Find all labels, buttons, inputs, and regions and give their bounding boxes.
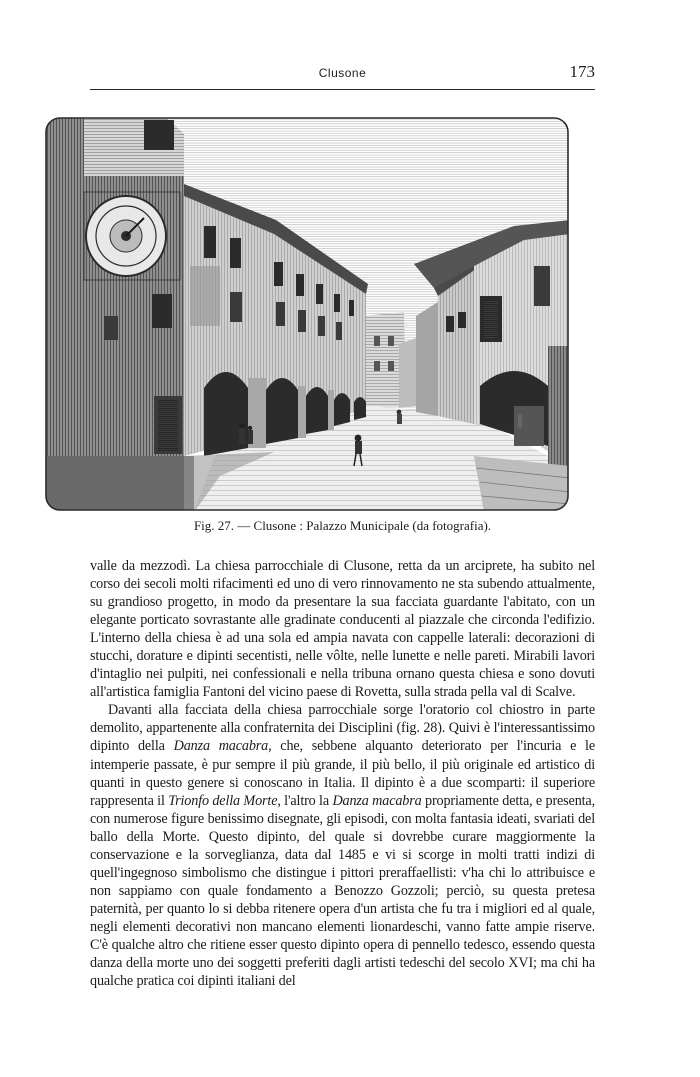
- paragraph-1: valle da mezzodì. La chiesa parrocchiale di Clusone, retta da un arciprete, ha subito nel corso dei secoli molti rifacimenti ed uno di vero rinnovamento ne sta subendo attualmente, su grandioso progetto, in modo da presentare la sua facciata guardante l'abitato, con un elegante porticato sovrastante alle gradinate conducenti al piazzale che circonda l'edifizio. L'interno della chiesa è ad una sola ed ampia navata con cappelle laterali: decorazioni di stucchi, dorature e dipinti secentisti, nelle vôlte, nelle lunette e nelle pareti. Mirabili lavori d'intaglio nei pulpiti, nei confessionali e nella tribuna ornano questa chiesa e sono dovuti all'artistica famiglia Fantoni del vicino paese di Rovetta, sulla strada pella val di Scalve.: [90, 558, 595, 701]
- paragraph-2-text-c: , l'altro la: [277, 792, 333, 809]
- page-number: 173: [569, 62, 595, 81]
- italic-title-danza-macabra-2: Danza macabra: [332, 792, 422, 809]
- body-text: [90, 557, 595, 990]
- running-title: Clusone: [318, 66, 367, 80]
- paragraph-2: [90, 701, 595, 990]
- paragraph-2-text-d: propriamente detta, e presenta, con numerose figure benissimo disegnate, gli episodi, con molta fantasia ideati, svariati del ballo della Morte. Questo dipinto, del quale si dovrebbe curare maggiormente la conservazione e la sorveglianza, data dal 1485 e vi si scorge in molti tratti indizi di quell'ingegnoso simbolismo che distingue i pittori preraffaellisti: v'ha chi lo attribuisce e non sappiamo con quale fondamento a Benozzo Gozzoli; perciò, su questa pretesa paternità, per quanto lo si debba ritenere opera d'un artista che fu tra i migliori ed al quale, negli elementi decorativi non mancano elementi lionardeschi, vanno fatte ampie riserve. C'è qualche altro che ritiene esser questo dipinto opera di pennello tedesco, essendo questa danza della morte uno dei soggetti preferiti dagli artisti tedeschi del secolo XVI; ma chi ha qualche pratica coi dipinti italiani del: [90, 792, 595, 990]
- figure-caption: Fig. 27. — Clusone : Palazzo Municipale (da fotografia).: [193, 518, 492, 533]
- paragraph-2-text-a: Davanti alla facciata della chiesa parrocchiale sorge l'oratorio col chiostro in parte demolito, appartenente alla confraternita dei Disciplini (fig. 28). Quivi è l'interessantissimo dipinto della: [90, 702, 595, 755]
- italic-title-danza-macabra: Danza macabra: [173, 738, 269, 755]
- paragraph-2-text-b: , che, sebbene alquanto deteriorato per l'incuria e le intemperie passate, è pur sempre il più grande, il più bello, il più originale ed artistico di quanti in questo genere si conoscano in Italia. Il dipinto è a due scomparti: il superiore rappresenta il: [90, 738, 595, 809]
- running-header: [90, 62, 595, 86]
- italic-title-trionfo-della-morte: Trionfo della Morte: [168, 792, 278, 809]
- header-rule: [90, 89, 595, 90]
- engraving-illustration: [44, 116, 570, 512]
